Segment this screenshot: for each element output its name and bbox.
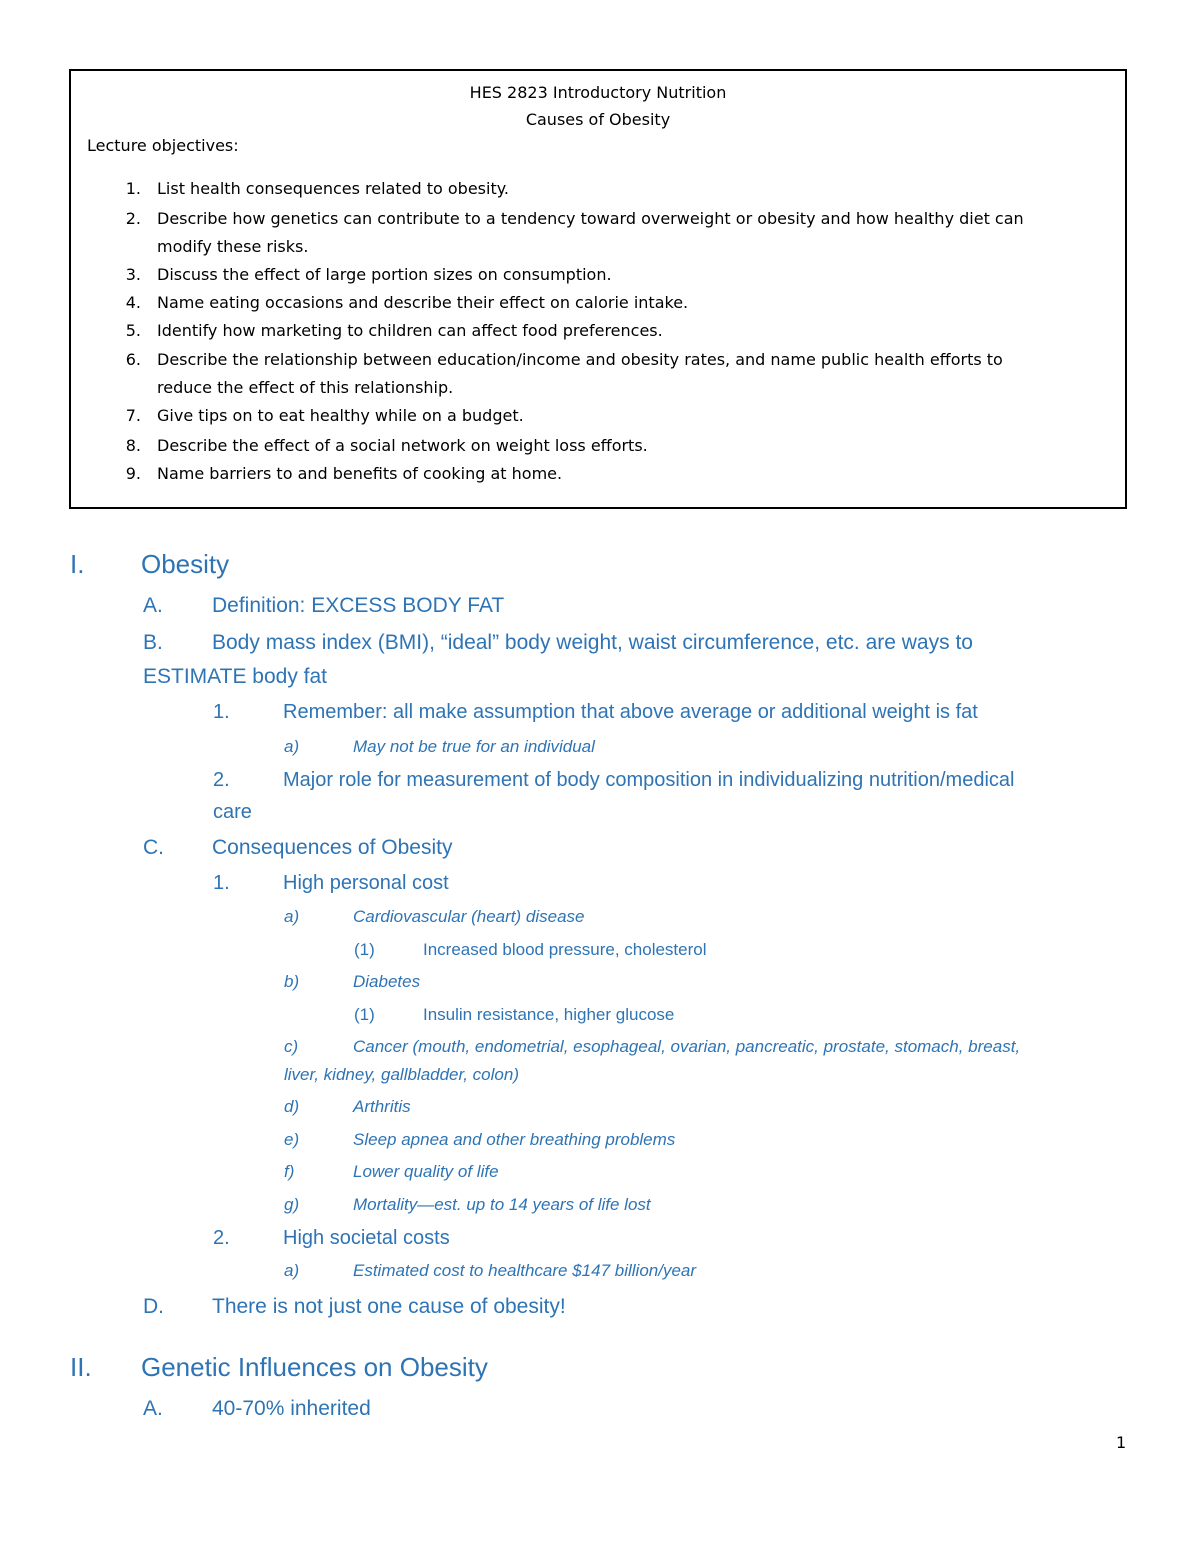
outline-text: Diabetes — [353, 972, 421, 991]
outline-marker: a) — [284, 907, 300, 926]
outline-marker: A. — [143, 1397, 163, 1420]
objective-line: reduce the effect of this relationship. — [157, 378, 454, 397]
objective-number: 2. — [125, 209, 141, 228]
objective-line: Describe how genetics can contribute to a tendency toward overweight or obesity and how healthy diet can — [157, 209, 1024, 228]
outline-item-c1c-continued: liver, kidney, gallbladder, colon) — [284, 1065, 519, 1084]
section-marker: I. — [70, 549, 85, 579]
outline-marker: a) — [284, 737, 300, 756]
objective-text — [157, 402, 1107, 430]
outline-text: Insulin resistance, higher glucose — [423, 1005, 675, 1024]
outline-marker: (1) — [354, 1005, 375, 1024]
objective-line: Give tips on to eat healthy while on a budget. — [157, 406, 524, 425]
outline-marker: d) — [284, 1097, 300, 1116]
outline-marker: a) — [284, 1261, 300, 1280]
outline-text: Definition: EXCESS BODY FAT — [212, 594, 505, 617]
outline-text: Estimated cost to healthcare $147 billion/year — [353, 1261, 697, 1280]
outline-text: Remember: all make assumption that above average or additional weight is fat — [283, 701, 978, 723]
outline-marker: 1. — [213, 872, 230, 894]
outline-text: Mortality—est. up to 14 years of life lost — [353, 1195, 651, 1214]
objective-line: Describe the effect of a social network on weight loss efforts. — [157, 436, 648, 455]
objectives-list — [71, 71, 1125, 507]
objective-number: 5. — [125, 321, 141, 340]
objective-line: Discuss the effect of large portion sizes on consumption. — [157, 265, 612, 284]
outline-text: Arthritis — [353, 1097, 411, 1116]
outline-text: Body mass index (BMI), “ideal” body weight, waist circumference, etc. are ways to — [212, 631, 973, 654]
objective-number: 1. — [125, 179, 141, 198]
objective-line: Name barriers to and benefits of cooking at home. — [157, 464, 563, 483]
objective-line: modify these risks. — [157, 237, 309, 256]
outline-text: Lower quality of life — [353, 1162, 499, 1181]
outline-text: Major role for measurement of body composition in individualizing nutrition/medical — [283, 769, 1015, 791]
objective-line: List health consequences related to obesity. — [157, 179, 509, 198]
outline-item-b2-continued: care — [213, 801, 252, 823]
objectives-label: Lecture objectives: — [87, 136, 239, 155]
outline-text: High personal cost — [283, 872, 449, 894]
objective-number: 8. — [125, 436, 141, 455]
section-title: Genetic Influences on Obesity — [141, 1352, 488, 1382]
outline-item-b-continued: ESTIMATE body fat — [143, 665, 328, 688]
objective-text — [157, 460, 1107, 488]
objective-text — [157, 317, 1107, 345]
objective-number: 4. — [125, 293, 141, 312]
outline-text: There is not just one cause of obesity! — [212, 1295, 566, 1318]
objective-number: 6. — [125, 350, 141, 369]
outline-marker: 1. — [213, 701, 230, 723]
outline-marker: A. — [143, 594, 163, 617]
outline-marker: 2. — [213, 1227, 230, 1249]
objective-text — [157, 289, 1107, 317]
outline-marker: 2. — [213, 769, 230, 791]
objective-text — [157, 175, 1107, 203]
outline-marker: f) — [284, 1162, 295, 1181]
page-number: 1 — [1116, 1433, 1127, 1452]
objective-text — [157, 346, 1107, 402]
outline-marker: D. — [143, 1295, 164, 1318]
outline-marker: (1) — [354, 940, 375, 959]
outline-marker: b) — [284, 972, 300, 991]
objective-text — [157, 205, 1107, 261]
section-title: Obesity — [141, 549, 230, 579]
outline-text: Sleep apnea and other breathing problems — [353, 1130, 676, 1149]
outline-marker: c) — [284, 1037, 299, 1056]
course-title: HES 2823 Introductory Nutrition — [469, 83, 727, 102]
objective-number: 7. — [125, 406, 141, 425]
objectives-box — [69, 69, 1127, 509]
objective-text — [157, 261, 1107, 289]
outline-marker: g) — [284, 1195, 300, 1214]
outline-marker: C. — [143, 836, 164, 859]
outline-marker: B. — [143, 631, 163, 654]
outline-text: 40-70% inherited — [212, 1397, 371, 1420]
objective-number: 3. — [125, 265, 141, 284]
objective-line: Describe the relationship between education/income and obesity rates, and name public health efforts to — [157, 350, 1003, 369]
outline-text: Increased blood pressure, cholesterol — [423, 940, 707, 959]
outline-text: Cardiovascular (heart) disease — [353, 907, 585, 926]
lecture-title: Causes of Obesity — [525, 110, 671, 129]
objective-line: Name eating occasions and describe their effect on calorie intake. — [157, 293, 689, 312]
outline-text: Cancer (mouth, endometrial, esophageal, ovarian, pancreatic, prostate, stomach, breast, — [353, 1037, 1021, 1056]
outline-text: May not be true for an individual — [353, 737, 595, 756]
outline-marker: e) — [284, 1130, 300, 1149]
objective-line: Identify how marketing to children can affect food preferences. — [157, 321, 663, 340]
objective-text — [157, 432, 1107, 460]
outline-text: Consequences of Obesity — [212, 836, 453, 859]
outline-text: High societal costs — [283, 1227, 450, 1249]
objective-number: 9. — [125, 464, 141, 483]
section-marker: II. — [70, 1352, 92, 1382]
